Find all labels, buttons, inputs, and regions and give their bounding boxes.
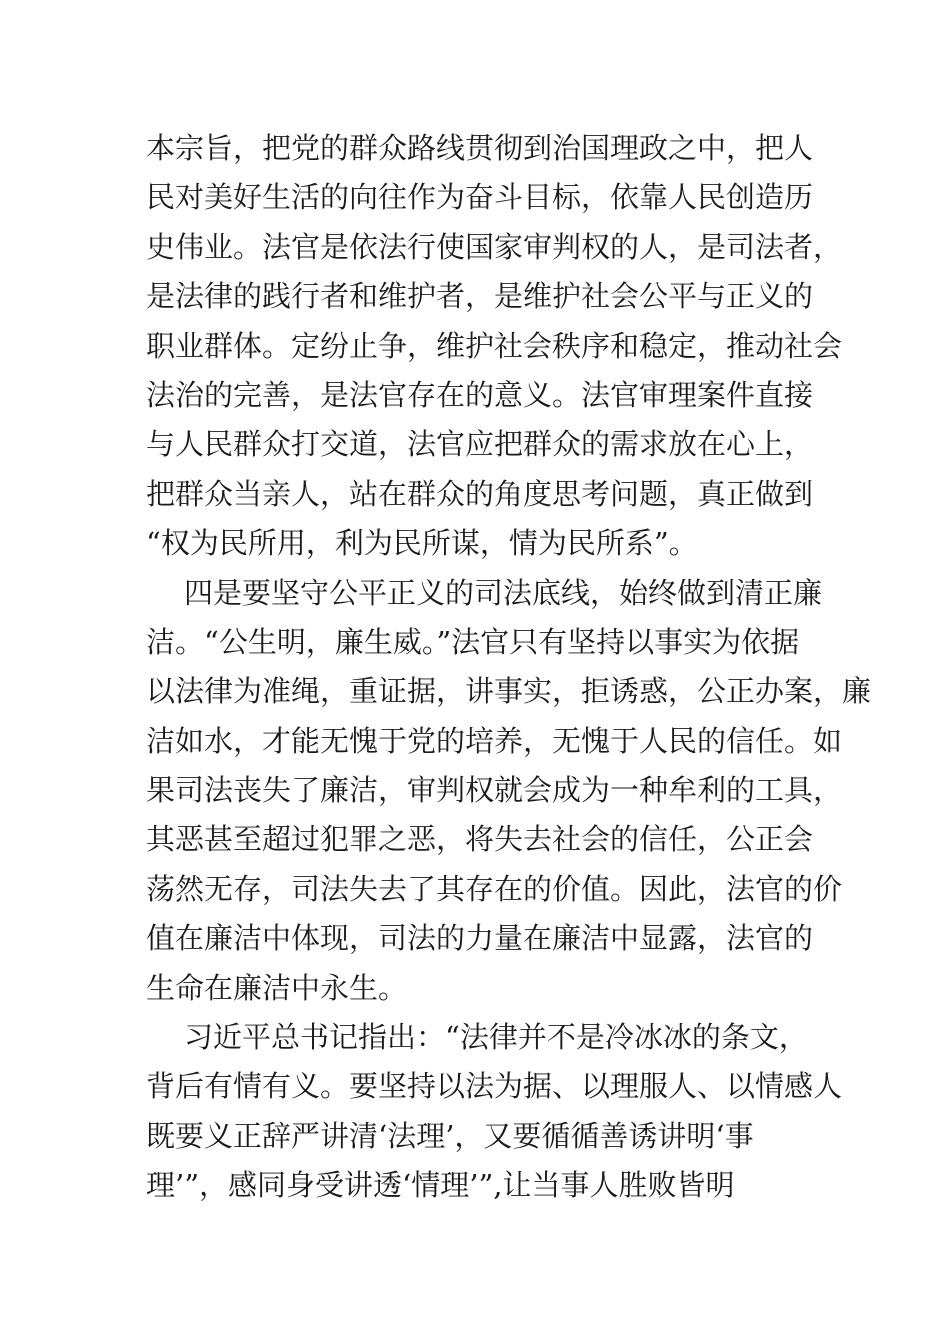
text-line: 法治的完善，是法官存在的意义。法官审理案件直接 bbox=[146, 377, 814, 412]
text-line: 果司法丧失了廉洁，审判权就会成为一种牟利的工具， bbox=[146, 773, 843, 808]
text-line: 本宗旨，把党的群众路线贯彻到治国理政之中，把人 bbox=[146, 131, 814, 165]
text-line: 是法律的践行者和维护者，是维护社会公平与正义的 bbox=[146, 279, 814, 314]
text-line: 荡然无存，司法失去了其存在的价值。因此，法官的价 bbox=[146, 871, 843, 906]
text-line: 生命在廉洁中永生。 bbox=[146, 970, 408, 1005]
text-line: 习近平总书记指出：“法律并不是冷冰冰的条文， bbox=[184, 1020, 808, 1055]
paragraph-2 bbox=[146, 569, 872, 1014]
text-line: “权为民所用，利为民所谋，情为民所系”。 bbox=[146, 526, 698, 561]
text-line: 史伟业。法官是依法行使国家审判权的人，是司法者， bbox=[146, 229, 843, 264]
text-line: 洁。“公生明，廉生威。”法官只有坚持以事实为依据 bbox=[146, 624, 800, 659]
document-body bbox=[146, 124, 872, 1211]
text-line: 民对美好生活的向往作为奋斗目标，依靠人民创造历 bbox=[146, 180, 814, 215]
text-line: 背后有情有义。要坚持以法为据、以理服人、以情感人 bbox=[146, 1069, 843, 1104]
text-line: 洁如水，才能无愧于党的培养，无愧于人民的信任。如 bbox=[146, 723, 843, 758]
text-line: 职业群体。定纷止争，维护社会秩序和稳定，推动社会 bbox=[146, 328, 843, 363]
text-line: 把群众当亲人，站在群众的角度思考问题，真正做到 bbox=[146, 476, 814, 511]
text-line: 四是要坚守公平正义的司法底线，始终做到清正廉 bbox=[184, 575, 823, 610]
paragraph-1 bbox=[146, 124, 843, 569]
text-line: 值在廉洁中体现，司法的力量在廉洁中显露，法官的 bbox=[146, 921, 814, 956]
text-line: 其恶甚至超过犯罪之恶，将失去社会的信任，公正会 bbox=[146, 822, 814, 857]
text-line: 理’”，感同身受讲透‘情理’”,让当事人胜败皆明 bbox=[146, 1168, 735, 1203]
text-line: 以法律为准绳，重证据，讲事实，拒诱惑，公正办案，廉 bbox=[146, 674, 872, 709]
paragraph-3 bbox=[146, 1013, 843, 1211]
text-line: 既要义正辞严讲清‘法理’，又要循循善诱讲明‘事 bbox=[146, 1118, 754, 1153]
text-line: 与人民群众打交道，法官应把群众的需求放在心上， bbox=[146, 427, 814, 462]
